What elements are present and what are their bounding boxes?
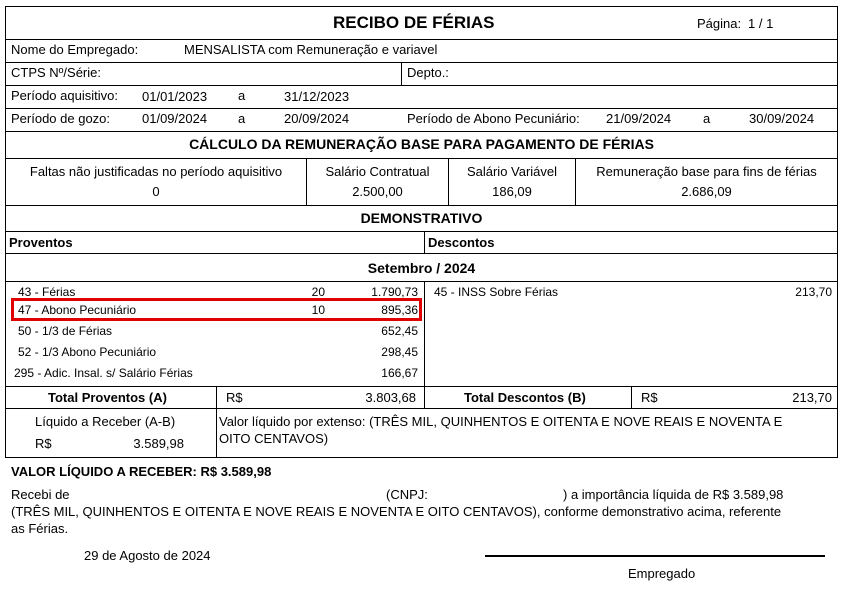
ctps-label: CTPS Nº/Série:	[11, 65, 101, 80]
calc-section-title: CÁLCULO DA REMUNERAÇÃO BASE PARA PAGAMENTO DE FÉRIAS	[189, 136, 654, 152]
frame-top	[5, 6, 838, 7]
employee-name-value: MENSALISTA com Remuneração e variavel	[184, 42, 438, 57]
acquisition-period-label: Período aquisitivo:	[11, 88, 118, 103]
earning-row-value: 166,67	[381, 366, 418, 380]
abono-start: 21/09/2024	[606, 111, 672, 126]
net-amount-banner: VALOR LÍQUIDO A RECEBER: R$ 3.589,98	[11, 464, 272, 479]
rule-h	[5, 39, 838, 40]
net-amount-label: Líquido a Receber (A-B)	[35, 414, 176, 429]
earning-row-desc: 47 - Abono Pecuniário	[18, 303, 137, 317]
acquisition-sep: a	[238, 88, 246, 103]
received-from-label: Recebi de	[11, 487, 70, 502]
total-deductions-value: 213,70	[792, 390, 832, 405]
rule-v	[401, 62, 402, 85]
received-words-line1: (TRÊS MIL, QUINHENTOS E OITENTA E NOVE REAIS E NOVENTA E OITO CENTAVOS), conforme demonstrativo acima, referente	[11, 504, 782, 519]
net-amount-value: 3.589,98	[133, 436, 184, 451]
leave-period-label: Período de gozo:	[11, 111, 111, 126]
deduction-row-desc: 45 - INSS Sobre Férias	[434, 285, 559, 299]
rule-h	[5, 231, 838, 232]
rule-h	[5, 205, 838, 206]
leave-sep: a	[238, 111, 246, 126]
acquisition-start: 01/01/2023	[142, 89, 208, 104]
contract-salary-value: 2.500,00	[352, 184, 403, 199]
absences-label: Faltas não justificadas no período aquisitivo	[29, 164, 283, 179]
net-amount-currency: R$	[35, 436, 52, 451]
rule-v	[631, 386, 632, 408]
rule-v	[424, 281, 425, 386]
total-earnings-label: Total Proventos (A)	[48, 390, 167, 405]
leave-start: 01/09/2024	[142, 111, 208, 126]
statement-month: Setembro / 2024	[367, 260, 476, 276]
rule-h	[5, 85, 838, 86]
earning-row-value: 1.790,73	[371, 285, 418, 299]
total-earnings-currency: R$	[226, 390, 243, 405]
variable-salary-label: Salário Variável	[466, 164, 558, 179]
signature-label: Empregado	[628, 566, 696, 581]
rule-h	[5, 457, 838, 458]
total-deductions-label: Total Descontos (B)	[464, 390, 586, 405]
depto-label: Depto.:	[407, 65, 449, 80]
acquisition-end: 31/12/2023	[284, 89, 350, 104]
signature-line	[485, 555, 825, 557]
earnings-header: Proventos	[9, 235, 73, 250]
cnpj-label: (CNPJ:	[386, 487, 428, 502]
earning-row-ref: 10	[311, 303, 325, 317]
earning-row-value: 652,45	[381, 324, 418, 338]
earning-row-desc: 43 - Férias	[18, 285, 76, 299]
rule-h	[5, 408, 838, 409]
earning-row-value: 895,36	[381, 303, 418, 317]
page-number: 1 / 1	[748, 16, 774, 31]
base-remuneration-label: Remuneração base para fins de férias	[596, 164, 817, 179]
deductions-header: Descontos	[428, 235, 495, 250]
amount-in-words-line1: Valor líquido por extenso: (TRÊS MIL, QUINHENTOS E OITENTA E NOVE REAIS E NOVENTA E	[219, 414, 783, 429]
earning-row-desc: 50 - 1/3 de Férias	[18, 324, 113, 338]
base-remuneration-value: 2.686,09	[681, 184, 732, 199]
leave-end: 20/09/2024	[284, 111, 350, 126]
rule-h	[5, 158, 838, 159]
employee-name-label: Nome do Empregado:	[11, 42, 139, 57]
rule-v	[424, 386, 425, 408]
variable-salary-value: 186,09	[492, 184, 532, 199]
total-deductions-currency: R$	[641, 390, 658, 405]
received-words-line2: as Férias.	[11, 521, 69, 536]
frame-left	[5, 6, 6, 458]
receipt-title: RECIBO DE FÉRIAS	[333, 13, 495, 32]
rule-h	[5, 131, 838, 132]
abono-sep: a	[703, 111, 711, 126]
total-earnings-value: 3.803,68	[365, 390, 416, 405]
rule-h	[5, 281, 838, 282]
rule-v	[424, 231, 425, 253]
abono-end: 30/09/2024	[749, 111, 815, 126]
earning-row-desc: 295 - Adic. Insal. s/ Salário Férias	[14, 366, 193, 380]
rule-h	[5, 108, 838, 109]
deduction-row-value: 213,70	[795, 285, 832, 299]
rule-h	[5, 386, 838, 387]
earning-row-ref: 20	[311, 285, 325, 299]
abono-period-label: Período de Abono Pecuniário:	[407, 111, 580, 126]
signature-date: 29 de Agosto de 2024	[84, 548, 211, 563]
rule-h	[5, 253, 838, 254]
statement-title: DEMONSTRATIVO	[360, 210, 483, 226]
rule-v	[216, 386, 217, 457]
rule-h	[5, 62, 838, 63]
earning-row-desc: 52 - 1/3 Abono Pecuniário	[18, 345, 157, 359]
page-label: Página:	[697, 16, 742, 31]
frame-right	[837, 6, 838, 458]
earning-row-value: 298,45	[381, 345, 418, 359]
contract-salary-label: Salário Contratual	[325, 164, 430, 179]
amount-in-words-line2: OITO CENTAVOS)	[219, 431, 329, 446]
absences-value: 0	[152, 184, 160, 199]
amount-received-text: ) a importância líquida de R$ 3.589,98	[563, 487, 784, 502]
